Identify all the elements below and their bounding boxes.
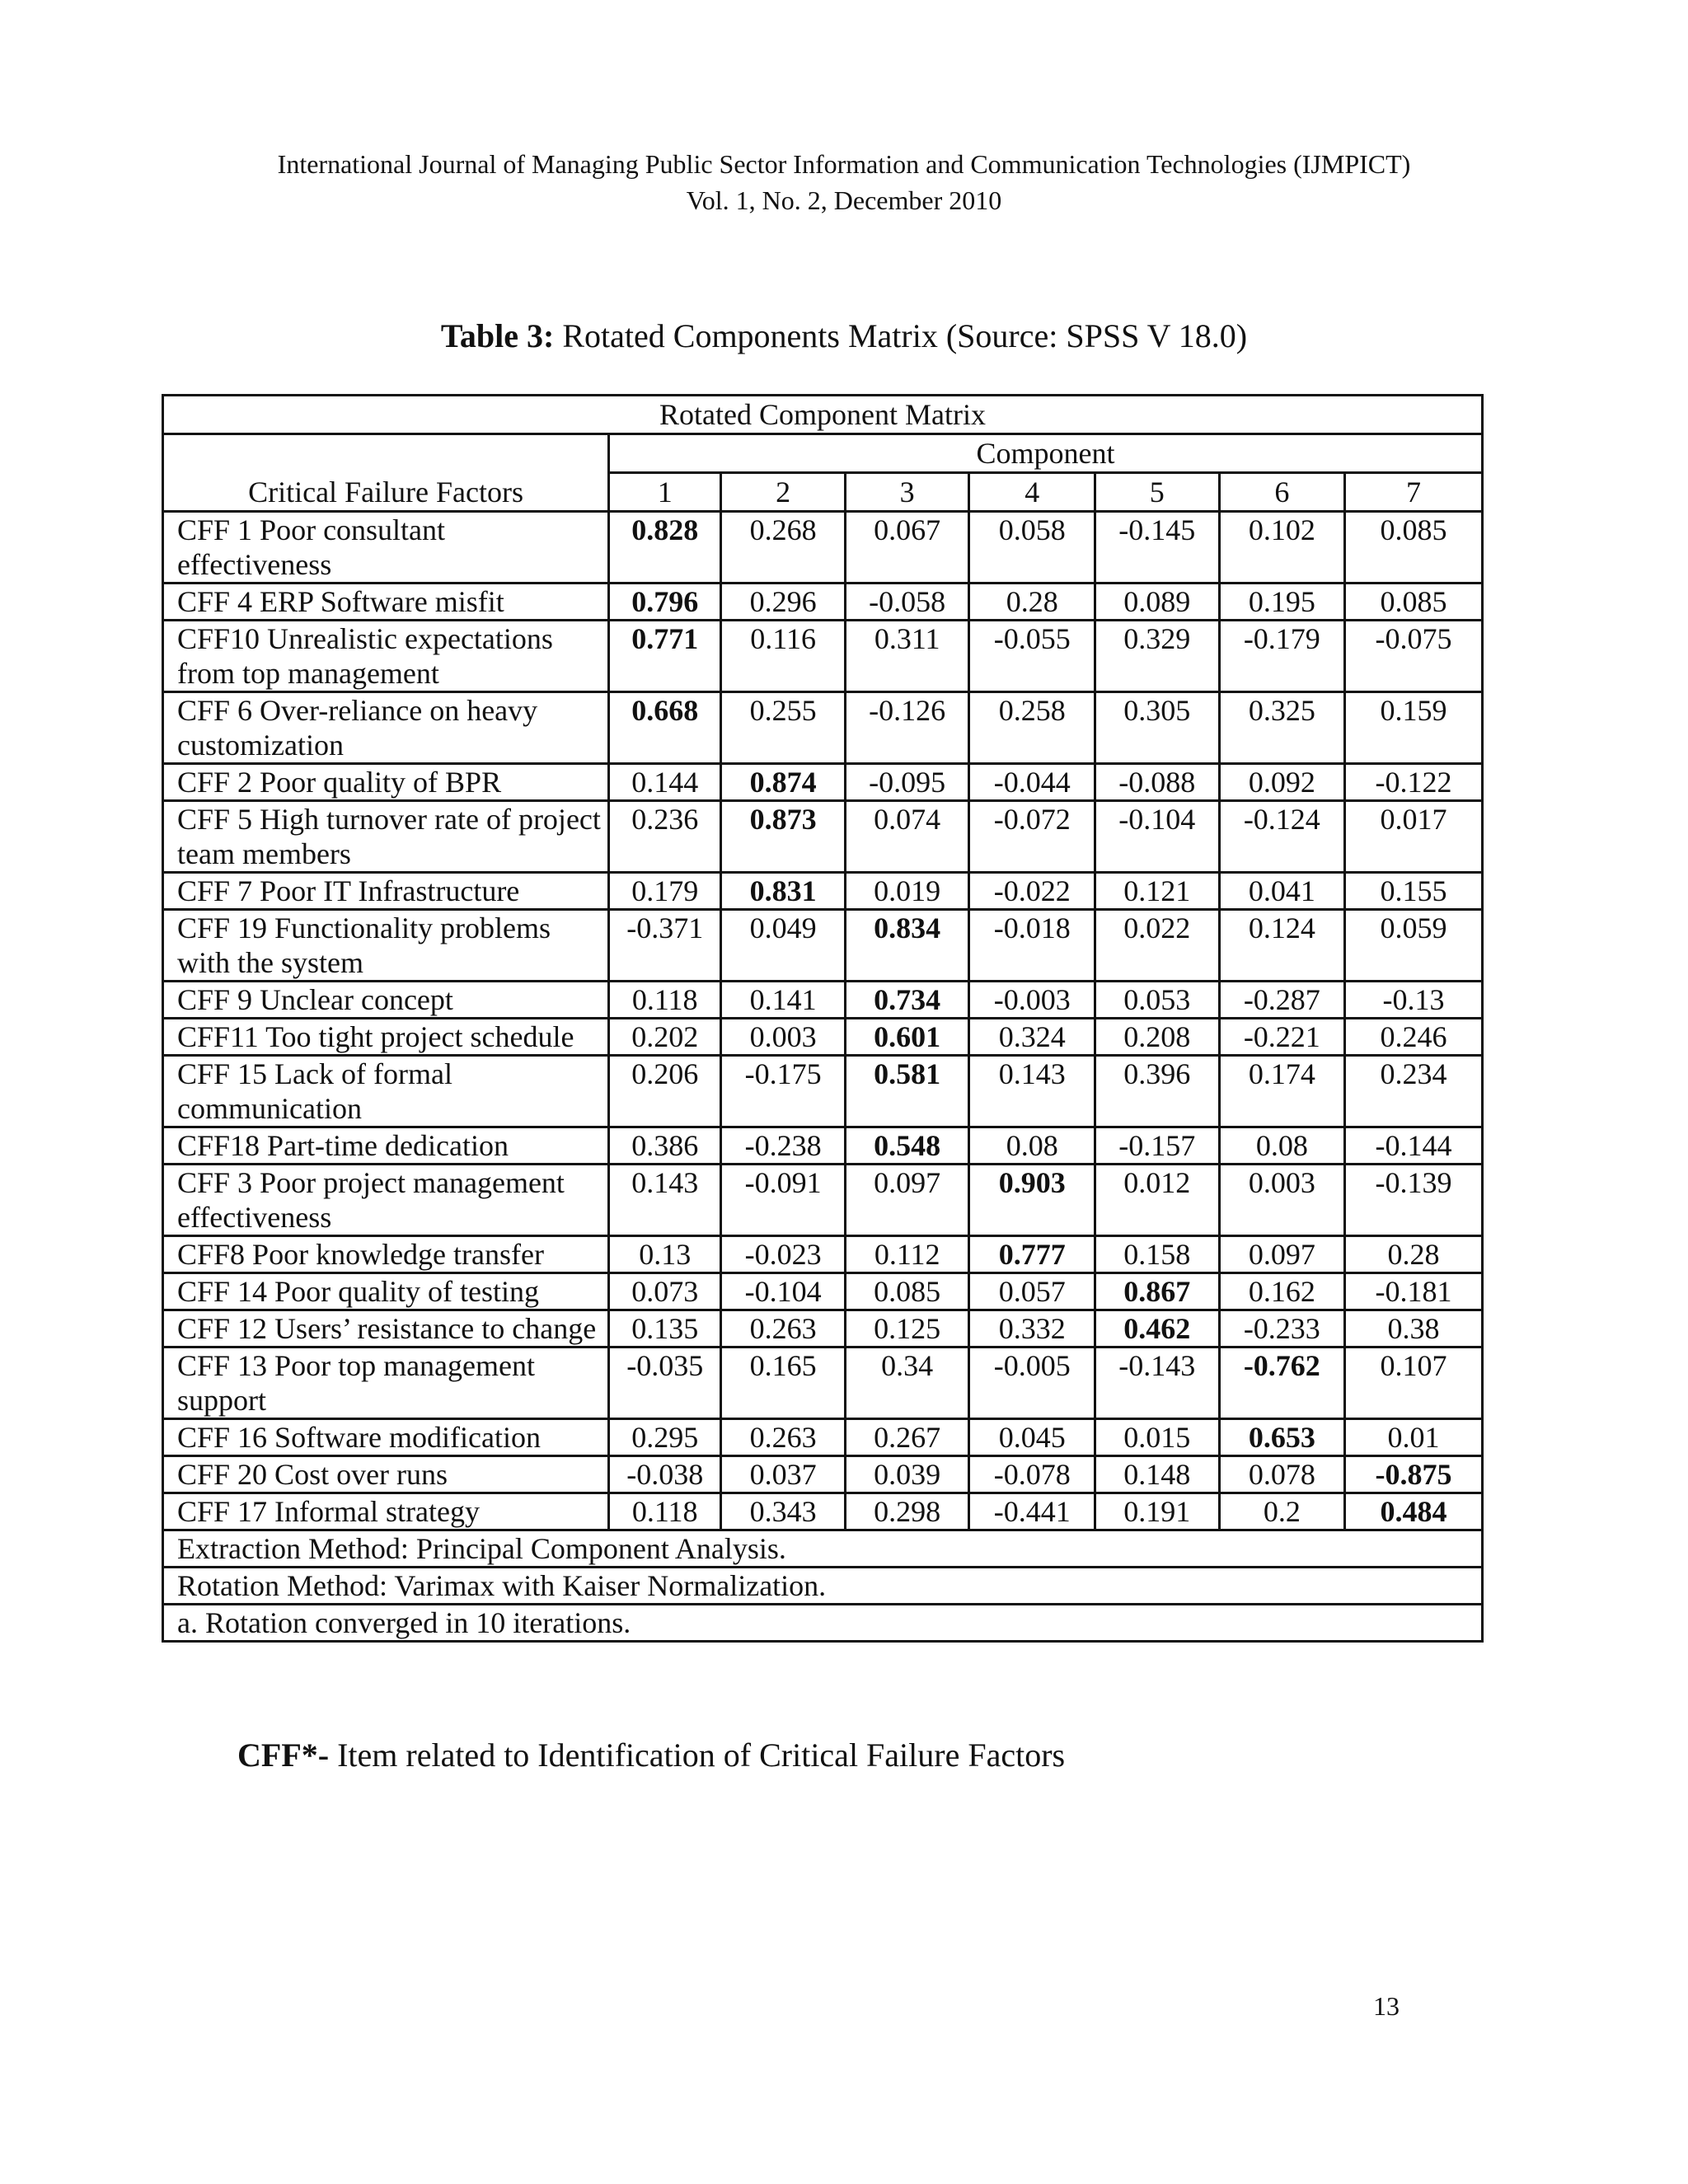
loading-cell: -0.287 — [1219, 982, 1345, 1019]
table-title-text: Rotated Components Matrix (Source: SPSS V 18.0) — [554, 317, 1248, 354]
loading-cell: -0.179 — [1219, 621, 1345, 692]
component-header: Component — [609, 434, 1483, 473]
journal-volume: Vol. 1, No. 2, December 2010 — [686, 185, 1002, 215]
loading-cell: -0.022 — [969, 873, 1095, 910]
loading-cell: 0.019 — [845, 873, 969, 910]
component-column-header: 7 — [1345, 473, 1483, 512]
loading-cell: -0.003 — [969, 982, 1095, 1019]
loading-cell: 0.143 — [969, 1056, 1095, 1127]
footnote-row — [163, 1605, 1483, 1642]
loading-cell: 0.003 — [1219, 1165, 1345, 1236]
loading-cell: 0.053 — [1095, 982, 1220, 1019]
factor-name-cell: CFF18 Part-time dedication — [163, 1127, 609, 1165]
loading-cell: -0.075 — [1345, 621, 1483, 692]
loading-cell: 0.118 — [609, 982, 721, 1019]
loading-cell: -0.175 — [721, 1056, 846, 1127]
footnote-row — [163, 1568, 1483, 1605]
table-row — [163, 1127, 1483, 1165]
loading-cell: 0.325 — [1219, 692, 1345, 764]
loading-cell: -0.088 — [1095, 764, 1220, 801]
loading-cell: 0.828 — [609, 512, 721, 583]
loading-cell: -0.762 — [1219, 1347, 1345, 1419]
table-row — [163, 1273, 1483, 1310]
loading-cell: -0.095 — [845, 764, 969, 801]
loading-cell: 0.124 — [1219, 910, 1345, 982]
loading-cell: 0.08 — [969, 1127, 1095, 1165]
loading-cell: 0.165 — [721, 1347, 846, 1419]
loading-cell: 0.867 — [1095, 1273, 1220, 1310]
loading-cell: 0.668 — [609, 692, 721, 764]
loading-cell: -0.233 — [1219, 1310, 1345, 1347]
loading-cell: 0.037 — [721, 1456, 846, 1493]
loading-cell: -0.072 — [969, 801, 1095, 873]
factor-name-cell: CFF 19 Functionality problems with the system — [163, 910, 609, 982]
table-footnote: Extraction Method: Principal Component Analysis. — [163, 1530, 1483, 1568]
loading-cell: 0.148 — [1095, 1456, 1220, 1493]
factor-name-cell: CFF 16 Software modification — [163, 1419, 609, 1456]
loading-cell: -0.055 — [969, 621, 1095, 692]
loading-cell: 0.022 — [1095, 910, 1220, 982]
loading-cell: 0.039 — [845, 1456, 969, 1493]
loading-cell: 0.2 — [1219, 1493, 1345, 1530]
loading-cell: -0.104 — [1095, 801, 1220, 873]
loading-cell: 0.28 — [969, 583, 1095, 621]
loading-cell: 0.653 — [1219, 1419, 1345, 1456]
loading-cell: 0.01 — [1345, 1419, 1483, 1456]
table-row — [163, 801, 1483, 873]
loading-cell: 0.092 — [1219, 764, 1345, 801]
loading-cell: 0.155 — [1345, 873, 1483, 910]
loading-cell: 0.118 — [609, 1493, 721, 1530]
table-row — [163, 1310, 1483, 1347]
loading-cell: 0.107 — [1345, 1347, 1483, 1419]
table-row — [163, 1236, 1483, 1273]
cff-note — [237, 1736, 1065, 1774]
factor-name-cell: CFF 15 Lack of formal communication — [163, 1056, 609, 1127]
loading-cell: -0.145 — [1095, 512, 1220, 583]
loading-cell: 0.873 — [721, 801, 846, 873]
loading-cell: 0.267 — [845, 1419, 969, 1456]
component-column-header: 1 — [609, 473, 721, 512]
table-row — [163, 873, 1483, 910]
factor-name-cell: CFF11 Too tight project schedule — [163, 1019, 609, 1056]
loading-cell: -0.126 — [845, 692, 969, 764]
loading-cell: 0.089 — [1095, 583, 1220, 621]
loading-cell: -0.157 — [1095, 1127, 1220, 1165]
loading-cell: 0.135 — [609, 1310, 721, 1347]
loading-cell: 0.343 — [721, 1493, 846, 1530]
table-footnote: a. Rotation converged in 10 iterations. — [163, 1605, 1483, 1642]
loading-cell: -0.371 — [609, 910, 721, 982]
loading-cell: -0.139 — [1345, 1165, 1483, 1236]
loading-cell: -0.023 — [721, 1236, 846, 1273]
loading-cell: 0.386 — [609, 1127, 721, 1165]
table-row — [163, 583, 1483, 621]
loading-cell: 0.012 — [1095, 1165, 1220, 1236]
loading-cell: 0.548 — [845, 1127, 969, 1165]
loading-cell: 0.179 — [609, 873, 721, 910]
footnote-row — [163, 1530, 1483, 1568]
loading-cell: 0.112 — [845, 1236, 969, 1273]
loading-cell: 0.246 — [1345, 1019, 1483, 1056]
loading-cell: 0.049 — [721, 910, 846, 982]
loading-cell: -0.018 — [969, 910, 1095, 982]
loading-cell: 0.045 — [969, 1419, 1095, 1456]
loading-cell: 0.462 — [1095, 1310, 1220, 1347]
loading-cell: 0.236 — [609, 801, 721, 873]
loading-cell: -0.875 — [1345, 1456, 1483, 1493]
loading-cell: 0.831 — [721, 873, 846, 910]
table-row — [163, 910, 1483, 982]
factor-name-cell: CFF 4 ERP Software misfit — [163, 583, 609, 621]
factor-name-cell: CFF 12 Users’ resistance to change — [163, 1310, 609, 1347]
loading-cell: -0.144 — [1345, 1127, 1483, 1165]
loading-cell: 0.263 — [721, 1310, 846, 1347]
loading-cell: 0.003 — [721, 1019, 846, 1056]
loading-cell: 0.141 — [721, 982, 846, 1019]
loading-cell: 0.208 — [1095, 1019, 1220, 1056]
loading-cell: -0.221 — [1219, 1019, 1345, 1056]
loading-cell: 0.159 — [1345, 692, 1483, 764]
factor-name-cell: CFF8 Poor knowledge transfer — [163, 1236, 609, 1273]
loading-cell: 0.771 — [609, 621, 721, 692]
factor-name-cell: CFF 5 High turnover rate of project team members — [163, 801, 609, 873]
table-footnote: Rotation Method: Varimax with Kaiser Normalization. — [163, 1568, 1483, 1605]
loading-cell: 0.258 — [969, 692, 1095, 764]
loading-cell: 0.206 — [609, 1056, 721, 1127]
factor-name-cell: CFF 6 Over-reliance on heavy customization — [163, 692, 609, 764]
loading-cell: 0.074 — [845, 801, 969, 873]
table-row — [163, 1165, 1483, 1236]
table-caption: Rotated Component Matrix — [163, 396, 1483, 434]
rotated-component-matrix-table — [162, 394, 1484, 1643]
table-title — [0, 316, 1688, 355]
loading-cell: 0.116 — [721, 621, 846, 692]
table-row — [163, 621, 1483, 692]
loading-cell: -0.044 — [969, 764, 1095, 801]
cff-note-label: CFF*- — [237, 1736, 330, 1774]
table-row — [163, 1419, 1483, 1456]
loading-cell: 0.08 — [1219, 1127, 1345, 1165]
loading-cell: 0.073 — [609, 1273, 721, 1310]
loading-cell: 0.174 — [1219, 1056, 1345, 1127]
loading-cell: 0.057 — [969, 1273, 1095, 1310]
loading-cell: 0.058 — [969, 512, 1095, 583]
loading-cell: 0.295 — [609, 1419, 721, 1456]
loading-cell: 0.097 — [1219, 1236, 1345, 1273]
loading-cell: -0.122 — [1345, 764, 1483, 801]
loading-cell: 0.324 — [969, 1019, 1095, 1056]
table-row — [163, 1493, 1483, 1530]
table-row — [163, 1347, 1483, 1419]
loading-cell: 0.085 — [845, 1273, 969, 1310]
loading-cell: 0.263 — [721, 1419, 846, 1456]
loading-cell: 0.268 — [721, 512, 846, 583]
loading-cell: 0.298 — [845, 1493, 969, 1530]
loading-cell: 0.903 — [969, 1165, 1095, 1236]
loading-cell: 0.015 — [1095, 1419, 1220, 1456]
loading-cell: 0.097 — [845, 1165, 969, 1236]
loading-cell: 0.601 — [845, 1019, 969, 1056]
loading-cell: 0.38 — [1345, 1310, 1483, 1347]
loading-cell: -0.124 — [1219, 801, 1345, 873]
loading-cell: 0.329 — [1095, 621, 1220, 692]
factor-name-cell: CFF 17 Informal strategy — [163, 1493, 609, 1530]
loading-cell: -0.058 — [845, 583, 969, 621]
page-number: 13 — [1373, 1991, 1400, 2021]
table-row — [163, 764, 1483, 801]
loading-cell: -0.091 — [721, 1165, 846, 1236]
loading-cell: -0.005 — [969, 1347, 1095, 1419]
loading-cell: 0.078 — [1219, 1456, 1345, 1493]
loading-cell: 0.202 — [609, 1019, 721, 1056]
loading-cell: 0.085 — [1345, 583, 1483, 621]
factor-name-cell: CFF 14 Poor quality of testing — [163, 1273, 609, 1310]
factor-name-cell: CFF 7 Poor IT Infrastructure — [163, 873, 609, 910]
factor-name-cell: CFF 13 Poor top management support — [163, 1347, 609, 1419]
component-column-header: 2 — [721, 473, 846, 512]
loading-cell: -0.078 — [969, 1456, 1095, 1493]
loading-cell: -0.143 — [1095, 1347, 1220, 1419]
loading-cell: -0.13 — [1345, 982, 1483, 1019]
loading-cell: 0.121 — [1095, 873, 1220, 910]
factor-name-cell: CFF 9 Unclear concept — [163, 982, 609, 1019]
factor-name-cell: CFF10 Unrealistic expectations from top management — [163, 621, 609, 692]
table-title-label: Table 3: — [440, 317, 555, 354]
loading-cell: 0.484 — [1345, 1493, 1483, 1530]
loading-cell: 0.305 — [1095, 692, 1220, 764]
loading-cell: 0.874 — [721, 764, 846, 801]
factor-name-cell: CFF 1 Poor consultant effectiveness — [163, 512, 609, 583]
loading-cell: 0.796 — [609, 583, 721, 621]
loading-cell: 0.581 — [845, 1056, 969, 1127]
component-column-header: 4 — [969, 473, 1095, 512]
table-row — [163, 512, 1483, 583]
loading-cell: 0.102 — [1219, 512, 1345, 583]
loading-cell: 0.059 — [1345, 910, 1483, 982]
loading-cell: 0.28 — [1345, 1236, 1483, 1273]
loading-cell: 0.191 — [1095, 1493, 1220, 1530]
loading-cell: 0.144 — [609, 764, 721, 801]
loading-cell: 0.734 — [845, 982, 969, 1019]
loading-cell: 0.085 — [1345, 512, 1483, 583]
factor-column-header: Critical Failure Factors — [163, 434, 609, 512]
factor-name-cell: CFF 20 Cost over runs — [163, 1456, 609, 1493]
table-row — [163, 1456, 1483, 1493]
loading-cell: 0.13 — [609, 1236, 721, 1273]
loading-cell: -0.238 — [721, 1127, 846, 1165]
loading-cell: -0.035 — [609, 1347, 721, 1419]
table-row — [163, 692, 1483, 764]
loading-cell: 0.296 — [721, 583, 846, 621]
loading-cell: 0.041 — [1219, 873, 1345, 910]
loading-cell: -0.441 — [969, 1493, 1095, 1530]
loading-cell: 0.125 — [845, 1310, 969, 1347]
loading-cell: 0.834 — [845, 910, 969, 982]
loading-cell: 0.396 — [1095, 1056, 1220, 1127]
loading-cell: -0.038 — [609, 1456, 721, 1493]
journal-title: International Journal of Managing Public Sector Information and Communication Technologies (IJMPICT) — [277, 149, 1411, 179]
component-column-header: 6 — [1219, 473, 1345, 512]
loading-cell: 0.143 — [609, 1165, 721, 1236]
loading-cell: 0.777 — [969, 1236, 1095, 1273]
loading-cell: 0.158 — [1095, 1236, 1220, 1273]
loading-cell: 0.017 — [1345, 801, 1483, 873]
loading-cell: 0.067 — [845, 512, 969, 583]
loading-cell: 0.234 — [1345, 1056, 1483, 1127]
table-row — [163, 1019, 1483, 1056]
loading-cell: 0.34 — [845, 1347, 969, 1419]
table-row — [163, 1056, 1483, 1127]
loading-cell: 0.311 — [845, 621, 969, 692]
table-row — [163, 982, 1483, 1019]
loading-cell: -0.104 — [721, 1273, 846, 1310]
loading-cell: 0.195 — [1219, 583, 1345, 621]
cff-note-text: Item related to Identification of Critical Failure Factors — [329, 1736, 1066, 1774]
component-column-header: 3 — [845, 473, 969, 512]
loading-cell: 0.162 — [1219, 1273, 1345, 1310]
factor-name-cell: CFF 3 Poor project management effectiveness — [163, 1165, 609, 1236]
component-column-header: 5 — [1095, 473, 1220, 512]
loading-cell: -0.181 — [1345, 1273, 1483, 1310]
loading-cell: 0.255 — [721, 692, 846, 764]
factor-name-cell: CFF 2 Poor quality of BPR — [163, 764, 609, 801]
loading-cell: 0.332 — [969, 1310, 1095, 1347]
